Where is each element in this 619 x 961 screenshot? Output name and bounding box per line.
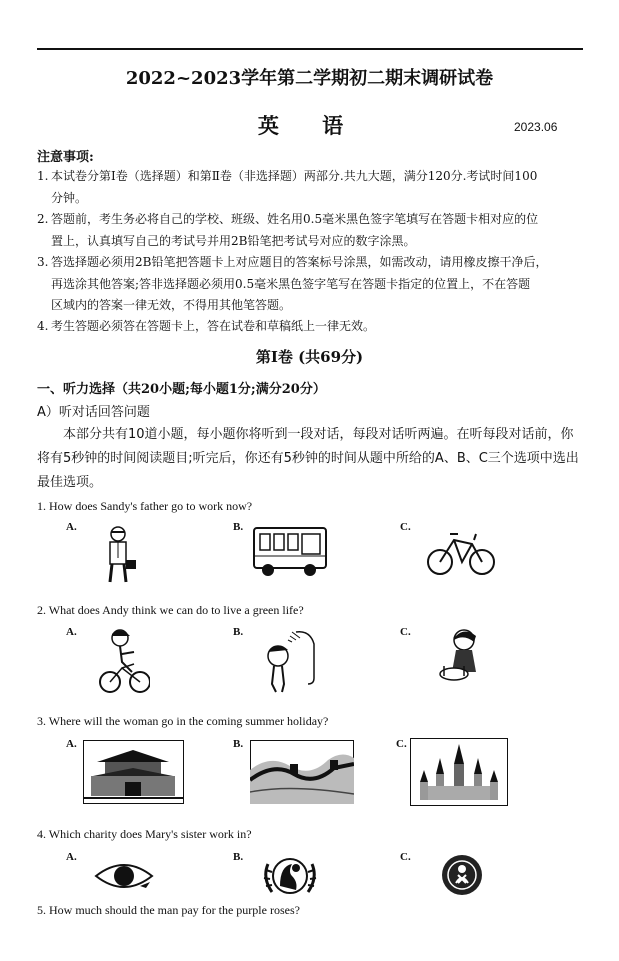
option-a-label: A. bbox=[66, 851, 77, 863]
great-wall-picture bbox=[250, 740, 354, 804]
notice-text: 分钟。 bbox=[51, 190, 88, 205]
person-showering-picture bbox=[262, 628, 324, 694]
unicef-logo-picture bbox=[258, 852, 322, 902]
option-b-label: B. bbox=[233, 851, 244, 863]
option-b-label: B. bbox=[233, 626, 244, 638]
part-title: 一、听力选择（共20小题;每小题1分;满分20分） bbox=[37, 382, 326, 397]
section-title: 第Ⅰ卷 (共69分) bbox=[255, 348, 364, 366]
notice-text: 考生答题必须答在答题卡上，答在试卷和草稿纸上一律无效。 bbox=[51, 319, 376, 333]
option-b-label: B. bbox=[233, 738, 244, 750]
exam-title: 2022~2023学年第二学期初二期末调研试卷 bbox=[125, 68, 494, 89]
question-3: 3. Where will the woman go in the coming summer holiday? bbox=[37, 714, 329, 728]
tiananmen-picture bbox=[83, 740, 184, 804]
notice-item bbox=[37, 166, 585, 209]
option-a-label: A. bbox=[66, 521, 77, 533]
notice-text: 答选择题必须用2B铅笔把答题卡上对应题目的答案标号涂黑，如需改动，请用橡皮擦干净后， bbox=[51, 255, 548, 269]
subject-title: 英 语 bbox=[257, 113, 362, 138]
exam-date: 2023.06 bbox=[514, 120, 558, 134]
castle-picture bbox=[410, 738, 508, 806]
walking-man-picture bbox=[98, 524, 142, 586]
notice-number: 1. bbox=[37, 169, 49, 183]
notice-text: 区域内的答案一律无效，不得用其他笔答题。 bbox=[51, 298, 292, 312]
notice-number: 4. bbox=[37, 319, 49, 333]
option-c-label: C. bbox=[400, 626, 411, 638]
option-b-label: B. bbox=[233, 521, 244, 533]
notice-text: 再选涂其他答案;答非选择题必须用0.5毫米黑色签字笔写在答题卡指定的位置上，不在答题 bbox=[51, 276, 531, 291]
option-a-label: A. bbox=[66, 626, 77, 638]
top-rule bbox=[37, 48, 583, 50]
bus-picture bbox=[252, 522, 328, 578]
bicycle-picture bbox=[426, 526, 496, 578]
eye-logo-picture bbox=[94, 858, 156, 896]
option-c-label: C. bbox=[400, 521, 411, 533]
notice-heading: 注意事项: bbox=[37, 150, 94, 165]
option-c-label: C. bbox=[400, 851, 411, 863]
notice-text: 本试卷分第Ⅰ卷（选择题）和第Ⅱ卷（非选择题）两部分.共九大题，满分120分.考试时间100 bbox=[51, 169, 538, 183]
notice-number: 2. bbox=[37, 212, 49, 226]
boy-on-computer-picture bbox=[436, 626, 488, 690]
instructions-paragraph: 本部分共有10道小题，每小题你将听到一段对话，每段对话听两遍。在听每段对话前，你将有5秒钟的时间阅读题目;听完后，你还有5秒钟的时间从题中所给的A、B、C三个选项中选出最佳选项。 bbox=[37, 427, 579, 490]
option-a-label: A. bbox=[66, 738, 77, 750]
question-1: 1. How does Sandy's father go to work now? bbox=[37, 499, 253, 513]
question-4: 4. Which charity does Mary's sister work in? bbox=[37, 827, 252, 841]
cyclist-picture bbox=[98, 628, 150, 694]
notice-text: 答题前，考生务必将自己的学校、班级、姓名用0.5毫米黑色签字笔填写在答题卡相对应的位 bbox=[51, 212, 539, 226]
option-c-label: C. bbox=[396, 738, 407, 750]
subpart-title: A）听对话回答问题 bbox=[37, 405, 150, 420]
notice-item bbox=[37, 316, 585, 338]
notice-text: 置上，认真填写自己的考试号并用2B铅笔把考试号对应的数字涂黑。 bbox=[51, 233, 416, 248]
question-5: 5. How much should the man pay for the purple roses? bbox=[37, 903, 300, 917]
notice-item bbox=[37, 209, 585, 252]
question-2: 2. What does Andy think we can do to live a green life? bbox=[37, 603, 304, 617]
charity-badge-picture bbox=[440, 853, 484, 897]
notice-item bbox=[37, 252, 585, 317]
notice-number: 3. bbox=[37, 255, 49, 269]
